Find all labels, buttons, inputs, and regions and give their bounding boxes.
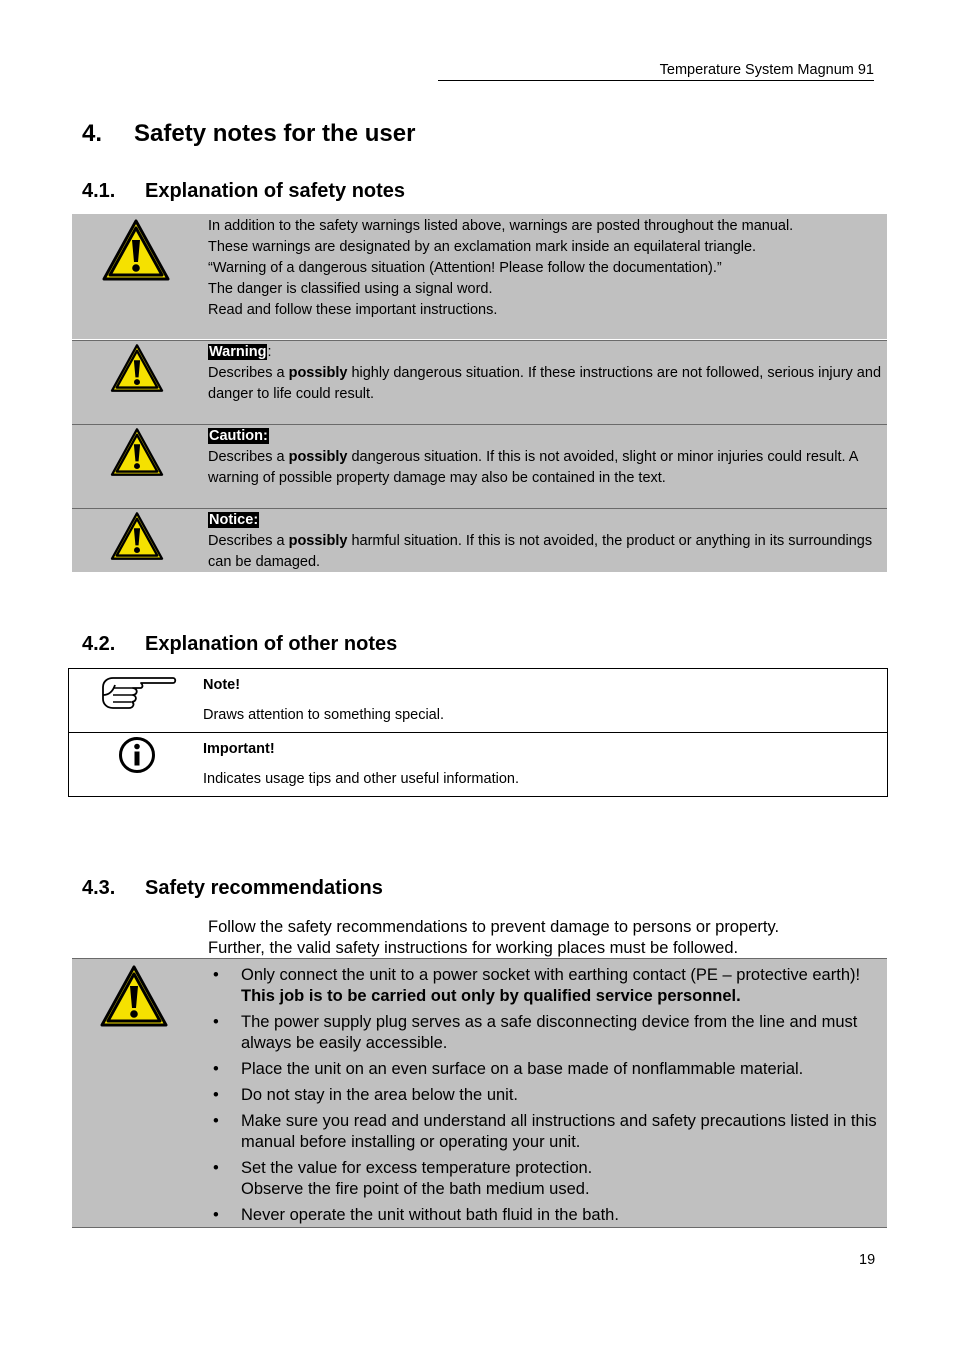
bullet: • [213,966,219,984]
intro-line: The danger is classified using a signal word. [208,281,493,297]
intro-line: “Warning of a dangerous situation (Attention! Please follow the documentation).” [208,260,722,276]
section-41-number: 4.1. [82,180,116,202]
warning-desc-post: highly dangerous situation. If these instructions are not followed, serious injury and danger to life could result. [208,365,882,402]
warning-triangle-icon [109,427,165,477]
caution-desc-post: dangerous situation. If this is not avoided, slight or minor injuries could result. A warning of possible property damage may also be contained in the text. [208,449,858,486]
warning-row [72,340,887,425]
section-41-heading [82,180,405,203]
list-item [208,1158,878,1200]
chapter-number: 4. [82,120,103,147]
page-number: 19 [859,1252,876,1268]
list-item [208,1085,878,1106]
bullet: • [213,1112,219,1130]
important-title: Important! [203,741,275,757]
section-43-number: 4.3. [82,877,116,899]
page-header: Temperature System Magnum 91 [438,60,874,81]
list-item [208,1059,878,1080]
item-text-line2: Observe the fire point of the bath medium used. [241,1180,590,1198]
important-text: Indicates usage tips and other useful information. [203,771,519,787]
warning-desc-pre: Describes a [208,365,289,381]
warning-triangle-icon [98,964,170,1028]
recommendations-list [208,965,878,1231]
list-item [208,965,878,1007]
item-text: Set the value for excess temperature protection. [241,1159,593,1177]
warning-label-colon: : [267,344,272,360]
intro-line: Follow the safety recommendations to prevent damage to persons or property. [208,918,780,936]
notice-desc-bold: possibly [288,533,348,549]
other-notes-table [68,668,888,797]
note-title: Note! [203,677,241,693]
item-text: Do not stay in the area below the unit. [241,1086,519,1104]
warning-triangle-icon [100,218,172,282]
warning-triangle-icon [109,511,165,561]
caution-row [72,424,887,509]
notice-desc-pre: Describes a [208,533,289,549]
safety-intro-row [72,214,887,339]
warning-triangle-icon [109,343,165,393]
section-43-title: Safety recommendations [145,877,383,899]
note-text: Draws attention to something special. [203,707,444,723]
item-text: Only connect the unit to a power socket with earthing contact (PE – protective earth)! [241,966,861,984]
section-42-title: Explanation of other notes [145,633,398,655]
warning-desc-bold: possibly [288,365,348,381]
list-item [208,1111,878,1153]
caution-desc-bold: possibly [288,449,348,465]
note-row [69,669,887,732]
intro-line: Read and follow these important instructions. [208,302,498,318]
list-item [208,1012,878,1054]
safety-intro-text [208,216,793,321]
item-text: Never operate the unit without bath fluid in the bath. [241,1206,619,1224]
intro-line: In addition to the safety warnings listed above, warnings are posted throughout the manual. [208,218,794,234]
bullet: • [213,1060,219,1078]
info-icon [118,736,156,774]
pointing-hand-icon [99,673,177,711]
bullet: • [213,1013,219,1031]
item-text: The power supply plug serves as a safe disconnecting device from the line and must always be easily accessible. [241,1013,858,1052]
caution-label: Caution: [209,428,268,444]
bullet: • [213,1206,219,1224]
intro-line: Further, the valid safety instructions for working places must be followed. [208,939,739,957]
notice-row [72,508,887,572]
chapter-title-text: Safety notes for the user [134,120,416,147]
item-text: Make sure you read and understand all instructions and safety precautions listed in this manual before installing or operating your unit. [241,1112,877,1151]
warning-text [208,342,883,405]
notice-text [208,510,883,573]
list-item [208,1205,878,1226]
item-bold-text: This job is to be carried out only by qualified service personnel. [241,987,741,1005]
bullet: • [213,1159,219,1177]
item-text: Place the unit on an even surface on a base made of nonflammable material. [241,1060,804,1078]
safety-recommendations-panel [72,958,887,1228]
caution-desc-pre: Describes a [208,449,289,465]
section-42-heading [82,633,397,656]
notice-desc-post: harmful situation. If this is not avoided, the product or anything in its surroundings can be damaged. [208,533,873,570]
safety-recommendations-intro [208,917,779,959]
chapter-title [82,120,415,148]
section-42-number: 4.2. [82,633,116,655]
bullet: • [213,1086,219,1104]
intro-line: These warnings are designated by an exclamation mark inside an equilateral triangle. [208,239,757,255]
important-row [69,732,887,796]
section-41-title: Explanation of safety notes [145,180,406,202]
section-43-heading [82,877,383,900]
warning-label: Warning [209,344,267,360]
caution-text [208,426,883,489]
notice-label: Notice: [209,512,259,528]
